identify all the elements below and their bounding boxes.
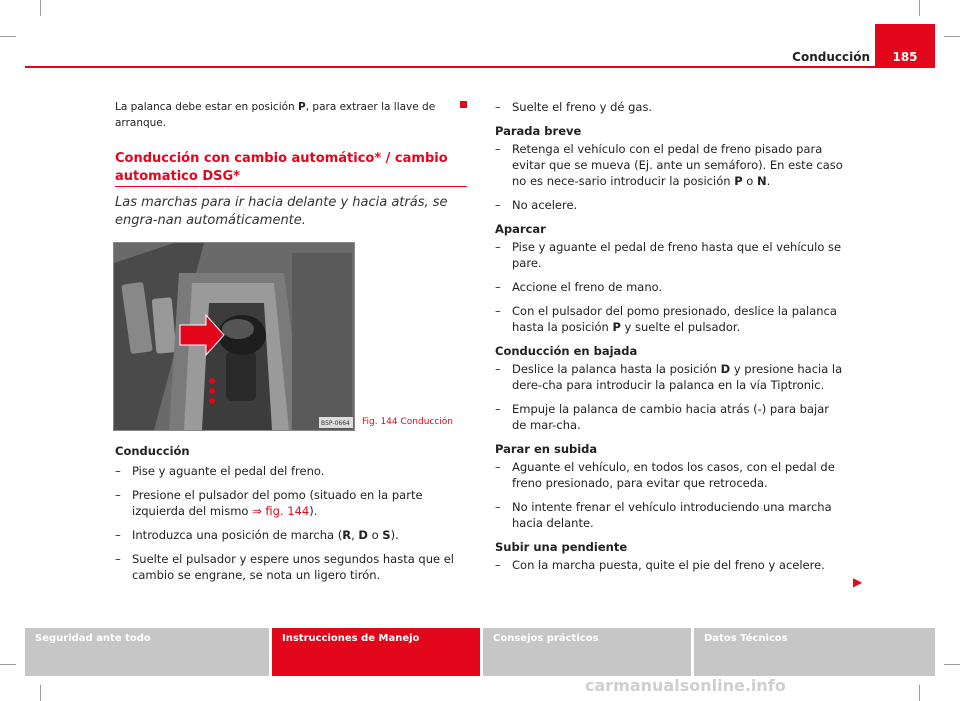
crop-mark xyxy=(944,664,960,665)
list-item: – Deslice la palanca hasta la posición D y presione hacia la dere-cha para introducir la palanca en la vía Tiptronic. xyxy=(495,362,843,392)
footer-tab-instrucciones[interactable]: Instrucciones de Manejo xyxy=(272,628,480,676)
crop-mark xyxy=(40,0,41,16)
list-item: – Suelte el pulsador y espere unos segundos hasta que el cambio se engrane, se nota un ligero tirón. xyxy=(115,552,454,582)
heading-conduccion: Conducción xyxy=(115,444,190,458)
figure-code: B5P-0664 xyxy=(321,420,350,427)
list-item: – Empuje la palanca de cambio hacia atrás (-) para bajar de mar-cha. xyxy=(495,402,829,432)
right-column xyxy=(495,99,845,581)
heading-aparcar: Aparcar xyxy=(495,222,546,236)
heading-bajada: Conducción en bajada xyxy=(495,344,638,358)
list-item: – Introduzca una posición de marcha (R, D o S). xyxy=(115,528,399,542)
heading-subida: Parar en subida xyxy=(495,442,598,456)
end-marker-icon xyxy=(460,101,467,108)
list-item: – Aguante el vehículo, en todos los casos, con el pedal de freno presionado, para evitar que retroceda. xyxy=(495,460,835,490)
watermark: carmanualsonline.info xyxy=(585,676,786,695)
figure-caption: Fig. 144 Conducción xyxy=(362,417,454,427)
crop-mark xyxy=(40,685,41,701)
crop-mark xyxy=(919,0,920,16)
list-item: – No acelere. xyxy=(495,198,578,212)
list-item: – Accione el freno de mano. xyxy=(495,280,663,294)
list-item: – Pise y aguante el pedal del freno. xyxy=(115,464,325,478)
crop-mark xyxy=(0,36,16,37)
footer-tab-seguridad[interactable]: Seguridad ante todo xyxy=(25,628,269,676)
section-title: Conducción con cambio automático* / cambio automatico DSG* xyxy=(115,151,448,184)
list-item: – Con la marcha puesta, quite el pie del freno y acelere. xyxy=(495,558,825,572)
section-lead: Las marchas para ir hacia delante y hacia atrás, se engra-nan automáticamente. xyxy=(115,195,448,228)
crop-mark xyxy=(0,664,16,665)
gear-lever-illustration xyxy=(114,243,354,430)
list-item: – Con el pulsador del pomo presionado, deslice la palanca hasta la posición P y suelte el pulsador. xyxy=(495,304,837,334)
header-rule xyxy=(25,66,935,68)
section-rule xyxy=(115,186,467,187)
continue-arrow-icon: ▶ xyxy=(853,575,863,589)
list-item: – Suelte el freno y dé gas. xyxy=(495,100,653,114)
footer-tab-datos[interactable]: Datos Técnicos xyxy=(694,628,935,676)
list-item: – Pise y aguante el pedal de freno hasta que el vehículo se pare. xyxy=(495,240,842,270)
crop-mark xyxy=(919,685,920,701)
page-number: 185 xyxy=(875,24,935,68)
figure-link[interactable]: ⇒ fig. 144 xyxy=(252,504,310,518)
heading-pendiente: Subir una pendiente xyxy=(495,540,628,554)
left-column xyxy=(115,443,465,591)
figure-gear-lever xyxy=(113,242,355,431)
chapter-title: Conducción xyxy=(792,50,870,64)
list-item: – Retenga el vehículo con el pedal de freno pisado para evitar que se mueva (Ej. ante un semáforo). En este caso no es nece-sario introducir la posición P o N. xyxy=(495,142,843,188)
intro-text: La palanca debe estar en posición P, para extraer la llave de arranque. xyxy=(115,101,436,129)
list-item: – No intente frenar el vehículo introduciendo una marcha hacia delante. xyxy=(495,500,832,530)
crop-mark xyxy=(944,36,960,37)
footer-tab-consejos[interactable]: Consejos prácticos xyxy=(483,628,691,676)
list-item: – Presione el pulsador del pomo (situado en la parte izquierda del mismo ⇒ fig. 144). xyxy=(115,488,423,518)
heading-parada: Parada breve xyxy=(495,124,582,138)
